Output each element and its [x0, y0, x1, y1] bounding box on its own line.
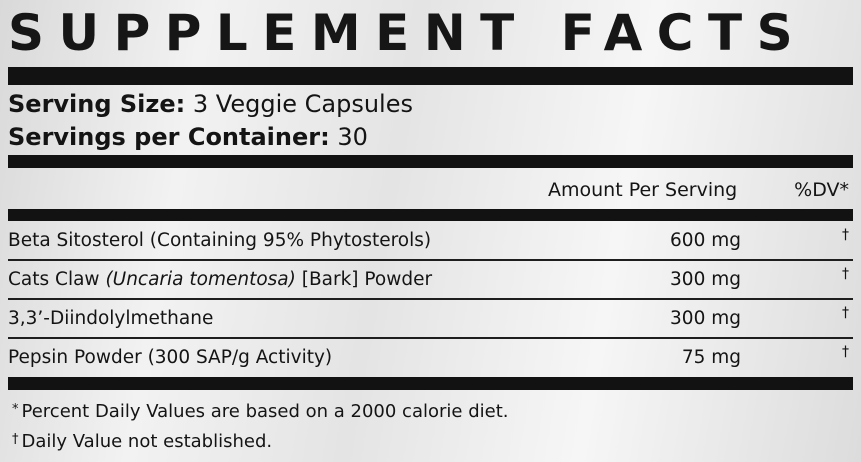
- ingredient-name-part: [Bark] Powder: [295, 269, 433, 290]
- ingredient-dv: †: [842, 227, 849, 243]
- dagger-mark: †: [12, 432, 19, 447]
- footnote-dv-not-established: [12, 430, 272, 454]
- serving-size-label: Serving Size:: [8, 90, 186, 118]
- ingredient-name: Pepsin Powder (300 SAP/g Activity): [8, 347, 333, 368]
- thick-divider-serving: [8, 155, 853, 168]
- supplement-facts-panel: [8, 0, 853, 462]
- table-row: [8, 222, 853, 259]
- ingredient-dv: †: [842, 305, 849, 321]
- serving-size-value: 3 Veggie Capsules: [185, 90, 413, 118]
- servings-per-container-label: Servings per Container:: [8, 123, 330, 151]
- ingredient-dv: †: [842, 266, 849, 282]
- ingredient-amount: 300 mg: [670, 308, 741, 329]
- ingredient-dv: †: [842, 344, 849, 360]
- thick-divider-bottom: [8, 377, 853, 390]
- footnote-dagger-text: Daily Value not established.: [21, 431, 273, 452]
- table-row: [8, 339, 853, 376]
- ingredient-name: 3,3’-Diindolylmethane: [8, 308, 214, 329]
- thick-divider-header: [8, 209, 853, 221]
- servings-per-container: [8, 122, 368, 152]
- ingredient-amount: 75 mg: [681, 347, 741, 368]
- ingredient-name-common: Cats Claw: [8, 269, 106, 290]
- ingredient-amount: 300 mg: [670, 269, 741, 290]
- panel-title: SUPPLEMENT FACTS: [8, 4, 808, 62]
- table-row: [8, 261, 853, 298]
- asterisk-mark: *: [12, 402, 19, 417]
- ingredient-name: [8, 268, 432, 292]
- table-row: [8, 300, 853, 337]
- dv-header: %DV*: [794, 179, 849, 201]
- footnote-percent-text: Percent Daily Values are based on a 2000 calorie diet.: [21, 401, 509, 422]
- servings-per-container-value: 30: [329, 123, 368, 151]
- amount-per-serving-header: Amount Per Serving: [548, 179, 738, 201]
- serving-size: [8, 89, 413, 119]
- ingredient-name: Beta Sitosterol (Containing 95% Phytosterols): [8, 230, 432, 251]
- ingredient-name-botanical: (Uncaria tomentosa): [105, 269, 296, 290]
- thick-divider-top: [8, 67, 853, 85]
- footnote-percent-dv: [12, 400, 508, 424]
- ingredient-amount: 600 mg: [670, 230, 741, 251]
